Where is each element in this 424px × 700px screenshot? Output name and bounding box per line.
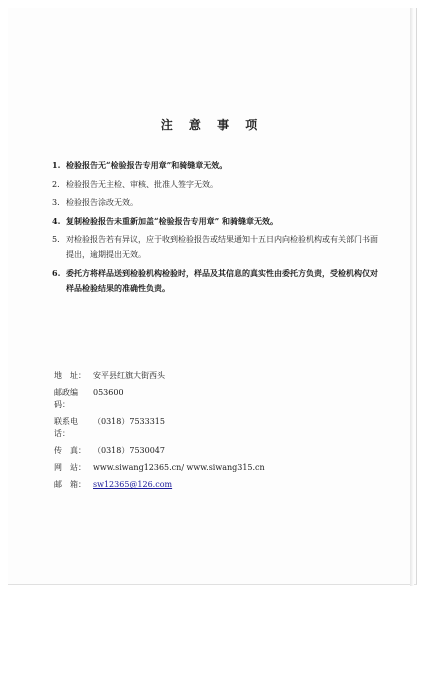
phone-row bbox=[54, 416, 384, 440]
note-text: 检验报告无“检验报告专用章”和骑缝章无效。 bbox=[66, 160, 228, 170]
note-number: 6. bbox=[52, 267, 61, 278]
fax-row bbox=[54, 445, 384, 457]
note-item bbox=[52, 195, 382, 210]
note-text: 委托方将样品送到检验机构检验时，样品及其信息的真实性由委托方负责，受检机构仅对样品检验结果的准确性负责。 bbox=[66, 267, 378, 293]
postcode-row bbox=[54, 387, 384, 411]
address-row bbox=[54, 370, 384, 382]
page-title: 注 意 事 项 bbox=[160, 118, 264, 132]
note-text: 对检验报告若有异议，应于收到检验报告或结果通知十五日内向检验机构或有关部门书面提出，逾期提出无效。 bbox=[66, 235, 378, 259]
email-row bbox=[54, 479, 384, 491]
email-label: 邮 箱： bbox=[54, 480, 86, 489]
fax-value: （0318）7530047 bbox=[93, 446, 165, 455]
note-item bbox=[52, 158, 382, 173]
fax-label: 传 真： bbox=[54, 446, 86, 455]
website-value: www.siwang12365.cn/ www.siwang315.cn bbox=[93, 463, 265, 472]
document-page bbox=[8, 8, 417, 585]
note-item bbox=[52, 232, 382, 262]
website-row bbox=[54, 462, 384, 474]
address-value: 安平县红旗大街西头 bbox=[93, 371, 165, 380]
phone-value: （0318）7533315 bbox=[93, 417, 165, 426]
note-number: 1. bbox=[52, 160, 61, 170]
page-edge-shadow bbox=[410, 8, 414, 586]
contact-info bbox=[54, 370, 384, 496]
phone-label: 联系电话： bbox=[54, 417, 78, 438]
note-number: 3. bbox=[52, 198, 60, 207]
address-label: 地 址： bbox=[54, 371, 86, 380]
email-link[interactable]: sw12365@126.com bbox=[93, 480, 173, 489]
notes-list bbox=[52, 158, 382, 299]
postcode-value: 053600 bbox=[93, 388, 124, 397]
note-number: 4. bbox=[52, 215, 61, 226]
note-number: 5. bbox=[52, 235, 60, 244]
note-item bbox=[52, 214, 382, 229]
note-text: 检验报告涂改无效。 bbox=[66, 198, 138, 207]
note-text: 复制检验报告未重新加盖“检验报告专用章” 和骑缝章无效。 bbox=[66, 215, 278, 226]
note-number: 2. bbox=[52, 179, 60, 189]
postcode-label: 邮政编码： bbox=[54, 388, 78, 409]
note-item bbox=[52, 177, 382, 192]
note-text: 检验报告无主检、审核、批准人签字无效。 bbox=[66, 179, 218, 189]
website-label: 网 站： bbox=[54, 463, 86, 472]
note-item bbox=[52, 266, 382, 296]
